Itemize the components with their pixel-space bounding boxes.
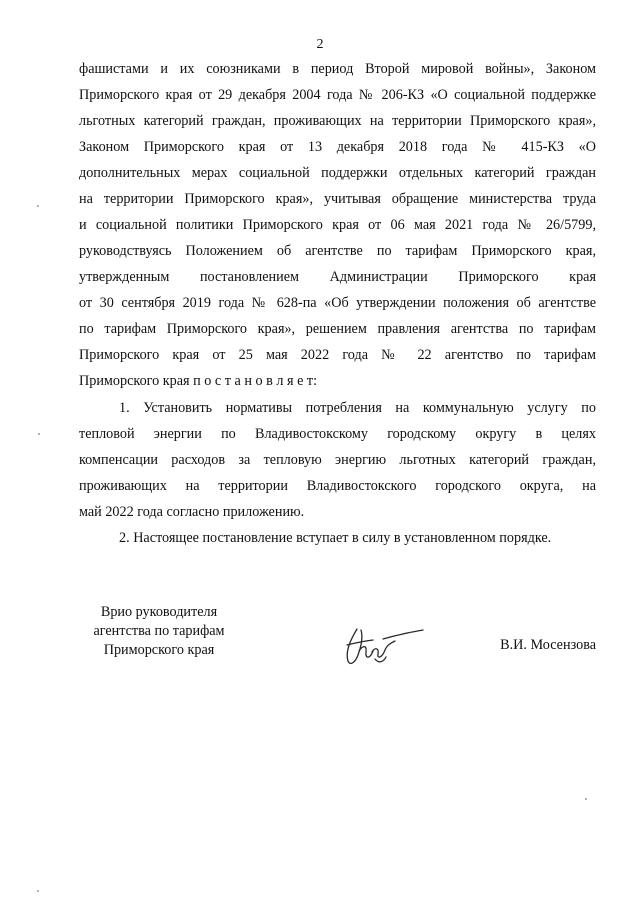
text-line: и социальной политики Приморского края от 06 мая 2021 года № 26/5799, xyxy=(79,217,596,233)
signatory-position-line: Врио руководителя xyxy=(100,604,218,620)
text-line: на территории Приморского края», учитывая обращение министерства труда xyxy=(79,191,596,207)
text-line: проживающих на территории Владивостокского городского округа, на xyxy=(79,478,596,494)
text-line: тепловой энергии по Владивостокскому городскому округу в целях xyxy=(79,426,596,442)
text-line: Законом Приморского края от 13 декабря 2018 года № 415-КЗ «О xyxy=(79,139,596,155)
page-number: 2 xyxy=(316,37,324,52)
text-line: утвержденным постановлением Администрации Приморского края xyxy=(79,269,596,285)
scan-speck xyxy=(585,798,587,800)
signatory-position-line: Приморского края xyxy=(103,642,215,658)
text-line: дополнительных мерах социальной поддержки отдельных категорий граждан xyxy=(79,165,596,181)
text-line: по тарифам Приморского края», решением правления агентства по тарифам xyxy=(79,321,596,337)
scan-speck xyxy=(38,433,40,435)
handwritten-signature-image xyxy=(339,621,425,671)
text-line: май 2022 года согласно приложению. xyxy=(79,504,305,520)
text-line: от 30 сентября 2019 года № 628-па «Об утверждении положения об агентстве xyxy=(79,295,596,311)
signatory-name: В.И. Мосензова xyxy=(500,637,596,653)
text-line: компенсации расходов за тепловую энергию льготных категорий граждан, xyxy=(79,452,596,468)
scan-speck xyxy=(37,890,39,892)
text-line: Приморского края от 25 мая 2022 года № 22 агентство по тарифам xyxy=(79,347,596,363)
text-line: фашистами и их союзниками в период Второй мировой войны», Законом xyxy=(79,61,596,77)
signatory-position xyxy=(79,603,239,660)
clause-1-first-line: 1. Установить нормативы потребления на коммунальную услугу по xyxy=(119,400,596,416)
clause-2-line: 2. Настоящее постановление вступает в силу в установленном порядке. xyxy=(119,530,552,546)
text-line: руководствуясь Положением об агентстве по тарифам Приморского края, xyxy=(79,243,596,259)
text-line: льготных категорий граждан, проживающих на территории Приморского края», xyxy=(79,113,596,129)
text-line-resolution: Приморского края п о с т а н о в л я е т: xyxy=(79,373,318,389)
signatory-position-line: агентства по тарифам xyxy=(93,623,225,639)
text-line: Приморского края от 29 декабря 2004 года № 206-КЗ «О социальной поддержке xyxy=(79,87,596,103)
scan-speck xyxy=(37,205,39,207)
